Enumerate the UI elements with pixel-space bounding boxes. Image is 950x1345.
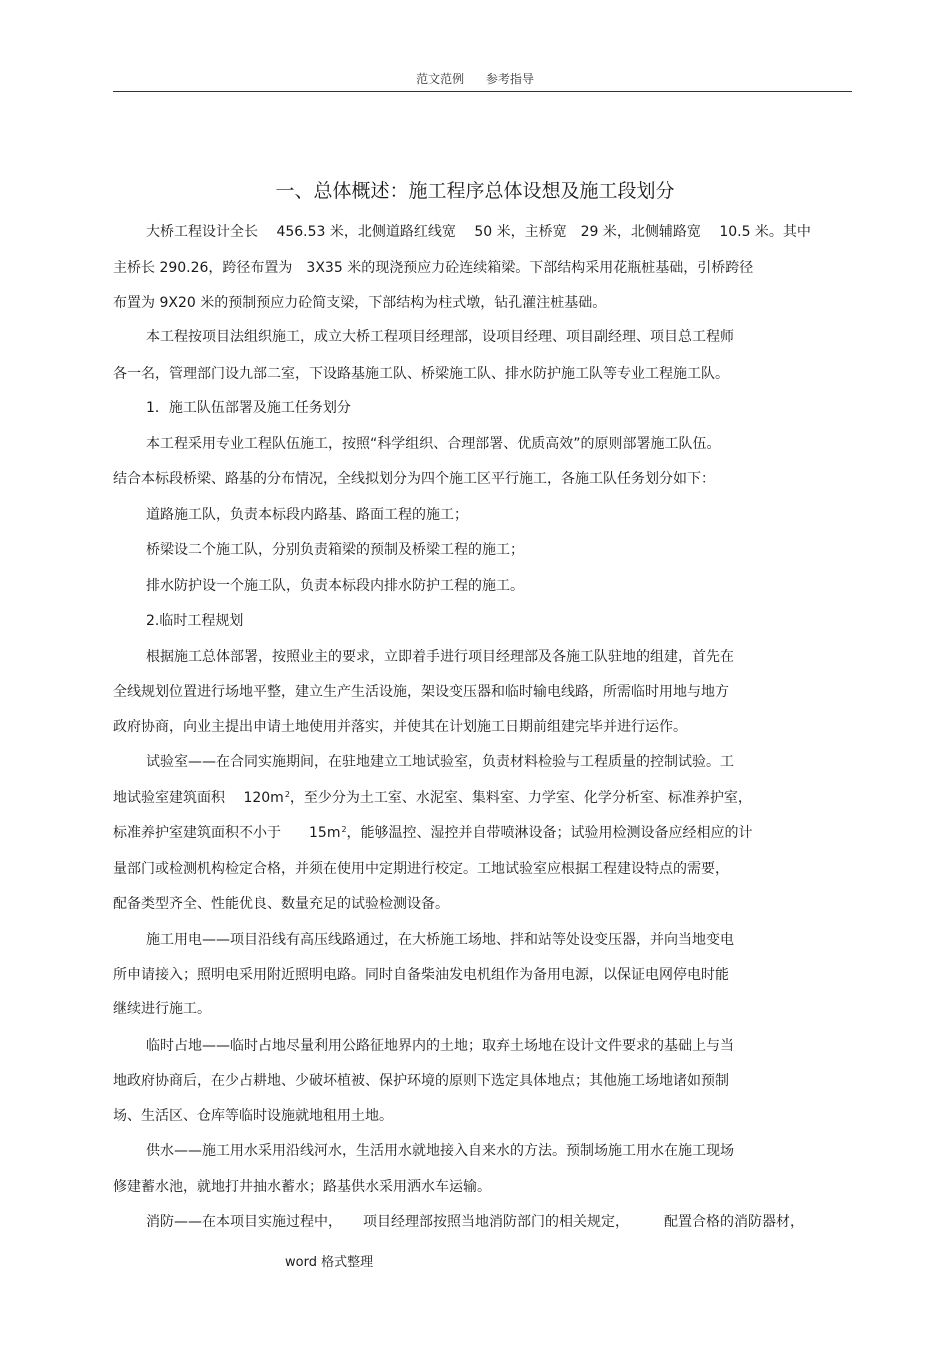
superscript: 2 [341, 825, 347, 834]
line-segment: ，至少分为土工室、水泥室、集料室、力学室、化学分析室、标准养护室， [289, 790, 752, 806]
line-segment: 地试验室建筑面积 120m [113, 790, 284, 806]
body-line: 临时占地——临时占地尽量利用公路征地界内的土地；取弃土场地在设计文件要求的基础上与当 [146, 1038, 734, 1054]
body-line: 所申请接入；照明电采用附近照明电路。同时自备柴油发电机组作为备用电源，以保证电网停电时能 [113, 967, 729, 983]
body-line: 桥梁设二个施工队，分别负责箱梁的预制及桥梁工程的施工； [146, 542, 524, 558]
body-line: 场、生活区、仓库等临时设施就地租用土地。 [113, 1108, 393, 1124]
body-line: 地政府协商后，在少占耕地、少破坏植被、保护环境的原则下选定具体地点；其他施工场地诸如预制 [113, 1073, 729, 1089]
body-line: 全线规划位置进行场地平整，建立生产生活设施，架设变压器和临时输电线路，所需临时用地与地方 [113, 684, 729, 700]
body-line [113, 823, 753, 845]
header-rule [113, 91, 852, 92]
body-line: 量部门或检测机构检定合格，并须在使用中定期进行校定。工地试验室应根据工程建设特点的需要， [113, 861, 729, 877]
body-line: 根据施工总体部署，按照业主的要求，立即着手进行项目经理部及各施工队驻地的组建，首先在 [146, 649, 734, 665]
superscript: 2 [284, 790, 290, 799]
section-title: 一、总体概述：施工程序总体设想及施工段划分 [275, 180, 675, 202]
body-line: 排水防护设一个施工队，负责本标段内排水防护工程的施工。 [146, 578, 524, 594]
line-segment: ，能够温控、湿控并自带喷淋设备；试验用检测设备应经相应的计 [346, 825, 753, 841]
header-right-text: 参考指导 [485, 72, 534, 86]
body-line: 各一名，管理部门设九部二室，下设路基施工队、桥梁施工队、排水防护施工队等专业工程施工队。 [113, 366, 729, 382]
body-line: 试验室——在合同实施期间，在驻地建立工地试验室，负责材料检验与工程质量的控制试验。工 [146, 754, 734, 770]
page-header [0, 70, 950, 87]
body-line: 修建蓄水池，就地打井抽水蓄水；路基供水采用洒水车运输。 [113, 1179, 491, 1195]
body-line: 结合本标段桥梁、路基的分布情况，全线拟划分为四个施工区平行施工，各施工队任务划分如下： [113, 471, 715, 487]
body-line: 道路施工队，负责本标段内路基、路面工程的施工； [146, 507, 468, 523]
subheading-1: 1．施工队伍部署及施工任务划分 [146, 400, 351, 416]
body-line: 配备类型齐全、性能优良、数量充足的试验检测设备。 [113, 896, 449, 912]
body-line: 布置为 9X20 米的预制预应力砼简支梁，下部结构为柱式墩，钻孔灌注桩基础。 [113, 295, 607, 311]
page-footer: word 格式整理 [285, 1255, 374, 1270]
body-line: 消防——在本项目实施过程中， 项目经理部按照当地消防部门的相关规定， 配置合格的消防器材， [146, 1214, 804, 1230]
body-line: 主桥长 290.26，跨径布置为 3X35 米的现浇预应力砼连续箱梁。下部结构采用花瓶桩基础，引桥跨径 [113, 260, 754, 276]
body-line: 施工用电——项目沿线有高压线路通过，在大桥施工场地、拌和站等处设变压器，并向当地变电 [146, 932, 734, 948]
body-line: 政府协商，向业主提出申请土地使用并落实，并使其在计划施工日期前组建完毕并进行运作。 [113, 719, 687, 735]
header-left-text: 范文范例 [416, 72, 465, 86]
body-line: 继续进行施工。 [113, 1001, 211, 1017]
body-line: 本工程采用专业工程队伍施工，按照“科学组织、合理部署、优质高效”的原则部署施工队伍。 [146, 436, 721, 452]
body-line: 大桥工程设计全长 456.53 米，北侧道路红线宽 50 米，主桥宽 29 米，北侧辅路宽 10.5 米。其中 [146, 224, 811, 240]
line-segment: 标准养护室建筑面积不小于 15m [113, 825, 341, 841]
body-line: 本工程按项目法组织施工，成立大桥工程项目经理部，设项目经理、项目副经理、项目总工程师 [146, 329, 734, 345]
body-line [113, 788, 752, 810]
subheading-2: 2.临时工程规划 [146, 613, 244, 629]
body-line: 供水——施工用水采用沿线河水，生活用水就地接入自来水的方法。预制场施工用水在施工现场 [146, 1143, 734, 1159]
